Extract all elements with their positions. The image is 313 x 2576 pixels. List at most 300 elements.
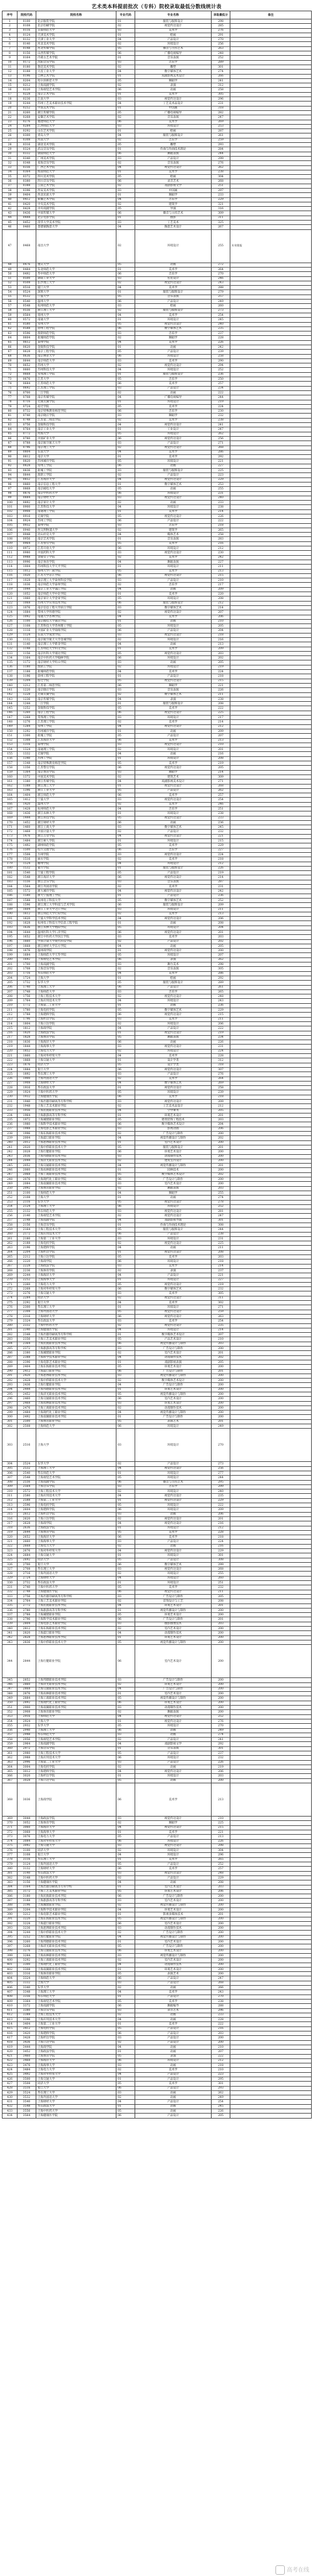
cell-major-code: 04 (116, 1853, 135, 1857)
table-row (3, 981, 312, 985)
table-row (3, 276, 312, 281)
cell-index: 105 (3, 523, 18, 528)
cell-major-name: 环境设计 (135, 124, 212, 128)
table-row (3, 729, 312, 733)
cell-major-name: 服装与服饰设计 (135, 469, 212, 473)
cell-remark (230, 903, 312, 907)
cell-school-name: 湖南师范大学 (36, 152, 116, 156)
cell-index: 118 (3, 583, 18, 587)
cell-remark (230, 2082, 312, 2086)
cell-index: 430 (3, 2095, 18, 2100)
cell-index: 285 (3, 1347, 18, 1351)
cell-school-code: 1892 (18, 1072, 36, 1077)
table-row (3, 1562, 312, 1567)
cell-index: 244 (3, 1159, 18, 1163)
cell-min-score: 218 (212, 1095, 230, 1099)
cell-remark (230, 1397, 312, 1401)
cell-major-name: 视觉传达设计 (135, 165, 212, 170)
cell-min-score: 217 (212, 716, 230, 720)
cell-school-code: 2908 (18, 1710, 36, 1714)
cell-index: 410 (3, 2004, 18, 2008)
cell-school-name: 南京航空航天大学 (36, 441, 116, 446)
cell-index: 144 (3, 702, 18, 706)
cell-remark (230, 1045, 312, 1049)
cell-remark (230, 2063, 312, 2068)
cell-school-code: 0852 (18, 477, 36, 482)
table-row (3, 33, 312, 37)
cell-school-name: 上海应用技术大学 (36, 999, 116, 1003)
cell-major-name: 环境设计 (135, 491, 212, 496)
cell-remark (230, 441, 312, 446)
cell-remark (230, 1631, 312, 1635)
cell-school-code: 3284 (18, 1953, 36, 1958)
table-row (3, 638, 312, 642)
cell-major-code: 02 (116, 1986, 135, 1990)
cell-major-code: 02 (116, 967, 135, 971)
cell-index: 149 (3, 724, 18, 729)
cell-index: 56 (3, 300, 18, 304)
cell-index: 374 (3, 1839, 18, 1843)
cell-min-score: 268 (212, 784, 230, 788)
cell-min-score: 210 (212, 1337, 230, 1342)
cell-remark (230, 748, 312, 752)
cell-remark (230, 798, 312, 802)
cell-min-score: 209 (212, 587, 230, 592)
cell-min-score: 200 (212, 1696, 230, 1701)
cell-school-code: 2100 (18, 1191, 36, 1195)
cell-index: 99 (3, 496, 18, 500)
cell-index: 57 (3, 304, 18, 308)
table-row (3, 102, 312, 106)
cell-major-name: 环境艺术设计 (135, 1701, 212, 1705)
cell-remark (230, 56, 312, 60)
cell-school-name: 湖北美术学院 (36, 143, 116, 147)
cell-major-code: 03 (116, 743, 135, 747)
cell-index: 184 (3, 885, 18, 889)
cell-min-score: 219 (212, 761, 230, 766)
cell-remark (230, 363, 312, 368)
cell-school-name: 常州工学院 (36, 464, 116, 468)
cell-index: 35 (3, 175, 18, 179)
cell-school-name: 嘉兴学院 (36, 866, 116, 870)
cell-min-score: 226 (212, 340, 230, 345)
cell-school-name: 中央美术学院 (36, 202, 116, 206)
cell-index: 125 (3, 615, 18, 619)
cell-major-code: 06 (116, 354, 135, 358)
cell-school-code: 2364 (18, 1342, 36, 1346)
table-row (3, 2068, 312, 2072)
cell-major-code: 02 (116, 65, 135, 69)
cell-min-score: 311 (212, 1296, 230, 1300)
cell-min-score: 255 (212, 229, 230, 263)
table-row (3, 1603, 312, 1608)
cell-major-name: 动漫制作技术 (135, 1355, 212, 1360)
cell-major-name: 美术学 (135, 1017, 212, 1021)
cell-school-name: 上海应用技术大学 (36, 1756, 116, 1760)
cell-index: 214 (3, 1021, 18, 1026)
cell-remark (230, 1940, 312, 1944)
cell-school-code: 2580 (18, 1494, 36, 1498)
cell-school-code: 2492 (18, 1415, 36, 1419)
cell-min-score: 290 (212, 358, 230, 363)
cell-school-code: 1020 (18, 573, 36, 578)
cell-school-name: 浙大城市学院 (36, 889, 116, 894)
cell-min-score: 210 (212, 578, 230, 583)
cell-major-code: 05 (116, 569, 135, 573)
cell-major-name: 环境设计 (135, 1774, 212, 1778)
cell-school-code: 1796 (18, 1017, 36, 1021)
cell-index: 253 (3, 1200, 18, 1204)
cell-school-name: 上海外国语大学 (36, 2095, 116, 2100)
cell-major-code: 04 (116, 533, 135, 537)
cell-index: 417 (3, 2036, 18, 2040)
cell-index: 432 (3, 2104, 18, 2109)
table-row (3, 2022, 312, 2026)
table-row (3, 674, 312, 679)
table-row (3, 514, 312, 518)
cell-remark (230, 179, 312, 184)
cell-remark (230, 1774, 312, 1778)
cell-min-score: 262 (212, 432, 230, 436)
cell-major-name: 绘画 (135, 175, 212, 179)
cell-major-name: 美术学 (135, 647, 212, 651)
cell-min-score: 206 (212, 1889, 230, 1894)
cell-index: 251 (3, 1191, 18, 1195)
cell-index: 77 (3, 395, 18, 400)
cell-major-name: 环境设计 (135, 1236, 212, 1241)
cell-school-code: 2972 (18, 1746, 36, 1751)
cell-min-score: 210 (212, 2068, 230, 2072)
table-row (3, 1963, 312, 1967)
cell-remark (230, 60, 312, 65)
cell-min-score: 255 (212, 1191, 230, 1195)
cell-min-score: 254 (212, 798, 230, 802)
cell-major-code: 01 (116, 400, 135, 404)
cell-school-name: 上海杉达学院 (36, 1250, 116, 1254)
cell-remark (230, 143, 312, 147)
cell-index: 337 (3, 1613, 18, 1617)
cell-index: 11 (3, 65, 18, 69)
cell-major-name: 室内艺术设计 (135, 1885, 212, 1889)
cell-min-score: 245 (212, 318, 230, 322)
cell-index: 234 (3, 1113, 18, 1117)
table-row (3, 1021, 312, 1026)
table-row (3, 267, 312, 271)
cell-min-score: 264 (212, 267, 230, 271)
cell-school-code: 2844 (18, 1645, 36, 1678)
cell-major-code: 05 (116, 404, 135, 409)
cell-remark (230, 806, 312, 811)
cell-school-name: 上海中医药大学 (36, 2109, 116, 2114)
cell-school-code: 1756 (18, 994, 36, 999)
table-row (3, 1489, 312, 1494)
cell-min-score: 311 (212, 216, 230, 220)
cell-remark (230, 885, 312, 889)
cell-remark (230, 1839, 312, 1843)
cell-remark (230, 409, 312, 414)
cell-major-code: 02 (116, 1132, 135, 1136)
cell-school-name: 苏州大学应用技术学院 (36, 601, 116, 605)
cell-min-score: 248 (212, 994, 230, 999)
cell-remark (230, 880, 312, 884)
cell-school-name: 南京大学 (36, 455, 116, 459)
cell-index: 369 (3, 1817, 18, 1821)
table-row (3, 272, 312, 276)
cell-remark (230, 326, 312, 331)
table-row (3, 894, 312, 898)
table-row (3, 711, 312, 715)
cell-index: 153 (3, 743, 18, 747)
cell-index: 243 (3, 1154, 18, 1159)
cell-major-name: 包装设计 (135, 276, 212, 281)
table-row (3, 300, 312, 304)
cell-major-name: 环境设计 (135, 1853, 212, 1857)
cell-major-name: 视觉传达设计 (135, 949, 212, 953)
cell-index: 23 (3, 120, 18, 124)
cell-remark (230, 202, 312, 206)
table-row (3, 1405, 312, 1410)
cell-school-name: 四川音乐学院 (36, 179, 116, 184)
cell-remark (230, 1862, 312, 1867)
cell-major-code: 03 (116, 276, 135, 281)
table-row (3, 720, 312, 724)
cell-major-name: 建筑艺术 (135, 774, 212, 779)
cell-remark (230, 372, 312, 377)
cell-major-code: 02 (116, 1159, 135, 1163)
cell-index: 112 (3, 555, 18, 560)
cell-min-score: 208 (212, 921, 230, 926)
cell-major-name: 视觉传达设计 (135, 477, 212, 482)
cell-major-code: 01 (116, 427, 135, 432)
table-row (3, 839, 312, 843)
cell-major-code: 02 (116, 42, 135, 46)
cell-major-code: 02 (116, 939, 135, 944)
cell-major-name: 音乐表演 (135, 161, 212, 165)
cell-major-name: 视觉传达设计 (135, 917, 212, 921)
cell-remark (230, 1035, 312, 1040)
cell-major-code: 04 (116, 1383, 135, 1387)
header-remark: 备注 (230, 11, 312, 19)
cell-min-score: 304 (212, 1849, 230, 1853)
cell-school-name: 上海海洋大学 (36, 1040, 116, 1045)
cell-major-name: 产品设计 (135, 1462, 212, 1466)
cell-school-name: 广西艺术学院 (36, 165, 116, 170)
table-row (3, 188, 312, 192)
cell-school-code: 2180 (18, 1236, 36, 1241)
cell-school-code: 1460 (18, 825, 36, 830)
cell-index: 76 (3, 390, 18, 395)
cell-major-name: 视觉传达设计 (135, 1067, 212, 1072)
cell-school-code: 0508 (18, 281, 36, 285)
cell-major-name: 摄影摄像技术 (135, 1622, 212, 1626)
cell-major-name: 美术学 (135, 28, 212, 33)
cell-major-code: 05 (116, 143, 135, 147)
cell-remark (230, 1728, 312, 1733)
cell-school-code: 1612 (18, 912, 36, 916)
cell-school-code: 0484 (18, 267, 36, 271)
cell-major-name: 建筑室内设计 (135, 1159, 212, 1163)
table-row (3, 1054, 312, 1058)
cell-min-score: 240 (212, 322, 230, 326)
cell-major-name: 服装与服饰设计 (135, 981, 212, 985)
cell-remark (230, 743, 312, 747)
cell-major-code: 06 (116, 875, 135, 880)
cell-remark (230, 42, 312, 46)
cell-school-name: 上海体育学院 (36, 1268, 116, 1273)
cell-school-code: 0932 (18, 523, 36, 528)
cell-major-code: 06 (116, 931, 135, 935)
cell-school-code: 0324 (18, 147, 36, 152)
cell-remark (230, 1122, 312, 1127)
cell-major-code: 05 (116, 1862, 135, 1867)
cell-remark (230, 1944, 312, 1949)
cell-remark (230, 1301, 312, 1305)
cell-major-name: 视觉传播设计与制作 (135, 1608, 212, 1612)
cell-index: 241 (3, 1145, 18, 1149)
cell-major-name: 音乐学 (135, 583, 212, 587)
cell-major-code: 03 (116, 1817, 135, 1821)
cell-index: 131 (3, 642, 18, 647)
cell-school-code: 0964 (18, 541, 36, 546)
cell-major-name: 产品设计 (135, 1981, 212, 1985)
cell-school-name: 江苏第二师范学院 (36, 418, 116, 422)
cell-major-code: 03 (116, 304, 135, 308)
cell-school-name: 上海思博职业技术学院 (36, 1140, 116, 1145)
cell-school-code: 3300 (18, 1963, 36, 1967)
cell-min-score: 232 (212, 414, 230, 418)
cell-min-score: 297 (212, 188, 230, 192)
table-row (3, 1241, 312, 1246)
table-row (3, 143, 312, 147)
cell-major-code: 03 (116, 1374, 135, 1378)
cell-major-code: 02 (116, 1351, 135, 1355)
cell-major-code: 04 (116, 1880, 135, 1885)
table-row (3, 692, 312, 697)
table-row (3, 1512, 312, 1516)
cell-school-name: 上海电机学院 (36, 1241, 116, 1246)
cell-index: 219 (3, 1045, 18, 1049)
cell-remark (230, 802, 312, 806)
table-row (3, 216, 312, 220)
cell-school-code: 2892 (18, 1701, 36, 1705)
cell-school-code: 0644 (18, 358, 36, 363)
cell-school-code: 2060 (18, 1168, 36, 1172)
cell-major-code: 06 (116, 1867, 135, 1871)
cell-major-name: 环境设计 (135, 1553, 212, 1558)
cell-min-score: 316 (212, 207, 230, 211)
cell-major-code: 02 (116, 161, 135, 165)
cell-major-name: 产品设计 (135, 2114, 212, 2118)
cell-major-code: 05 (116, 78, 135, 83)
cell-index: 88 (3, 446, 18, 450)
cell-major-name: 室内艺术设计 (135, 1627, 212, 1631)
cell-major-code: 03 (116, 469, 135, 473)
cell-major-code: 06 (116, 1369, 135, 1374)
cell-major-name: 动画 (135, 1512, 212, 1516)
cell-major-name: 美术学 (135, 450, 212, 454)
cell-min-score: 242 (212, 889, 230, 894)
cell-min-score: 239 (212, 350, 230, 354)
cell-min-score: 232 (212, 1287, 230, 1291)
cell-index: 428 (3, 2086, 18, 2090)
cell-remark (230, 1692, 312, 1696)
cell-remark (230, 1081, 312, 1085)
table-row (3, 1899, 312, 1903)
cell-remark (230, 1746, 312, 1751)
cell-school-code: 1468 (18, 830, 36, 834)
cell-school-code: 0260 (18, 110, 36, 115)
cell-min-score: 219 (212, 400, 230, 404)
cell-min-score: 200 (212, 1397, 230, 1401)
cell-school-code: 1980 (18, 1122, 36, 1127)
cell-min-score: 225 (212, 1241, 230, 1246)
cell-school-code: 1940 (18, 1099, 36, 1103)
cell-major-name: 戏剧影视美术设计 (135, 780, 212, 784)
cell-major-name: 视觉传达设计 (135, 1296, 212, 1300)
cell-school-name: 上海震旦职业学院 (36, 1136, 116, 1140)
cell-school-name: 上海电机学院 (36, 1765, 116, 1769)
table-row (3, 1342, 312, 1346)
cell-index: 360 (3, 1746, 18, 1751)
cell-school-code: 2228 (18, 1264, 36, 1268)
cell-index: 223 (3, 1063, 18, 1067)
cell-major-name: 动画 (135, 921, 212, 926)
cell-major-name: 动画 (135, 263, 212, 267)
cell-remark (230, 345, 312, 350)
cell-index: 350 (3, 1701, 18, 1705)
cell-index: 122 (3, 601, 18, 605)
cell-school-name: 上海外国语大学 (36, 1862, 116, 1867)
table-row (3, 1305, 312, 1310)
cell-school-name: 上海对外经贸大学 (36, 1549, 116, 1553)
cell-major-name: 视觉传达设计 (135, 1466, 212, 1471)
cell-remark (230, 455, 312, 459)
cell-remark (230, 1540, 312, 1544)
cell-index: 16 (3, 88, 18, 92)
cell-remark (230, 597, 312, 601)
cell-major-code: 05 (116, 1999, 135, 2003)
cell-school-code: 0804 (18, 450, 36, 454)
cell-school-name: 江苏开放大学 (36, 546, 116, 551)
cell-index: 304 (3, 1462, 18, 1466)
cell-major-name: 环境艺术设计 (135, 1365, 212, 1369)
cell-min-score: 227 (212, 464, 230, 468)
cell-remark (230, 267, 312, 271)
cell-min-score: 207 (212, 2050, 230, 2054)
cell-min-score: 203 (212, 1118, 230, 1122)
cell-school-name: 上海东海职业技术学院 (36, 1132, 116, 1136)
cell-school-name: 江南大学 (36, 97, 116, 102)
cell-school-name: 重庆大学 (36, 263, 116, 267)
cell-school-name: 温州商学院 (36, 949, 116, 953)
cell-school-name: 上海工艺美术职业学院 (36, 1599, 116, 1603)
cell-major-code: 05 (116, 1889, 135, 1894)
cell-major-name: 动画 (135, 1880, 212, 1885)
cell-index: 301 (3, 1419, 18, 1424)
cell-school-name: 上海中医药大学 (36, 1875, 116, 1880)
cell-index: 75 (3, 386, 18, 390)
cell-major-code: 01 (116, 1250, 135, 1254)
cell-min-score: 212 (212, 546, 230, 551)
cell-remark (230, 74, 312, 78)
cell-major-name: 环境艺术设计 (135, 1682, 212, 1687)
cell-remark (230, 1049, 312, 1053)
cell-min-score: 205 (212, 2114, 230, 2118)
cell-index: 424 (3, 2068, 18, 2072)
cell-school-code: 0836 (18, 469, 36, 473)
cell-school-name: 上海农林职业技术学院 (36, 1953, 116, 1958)
cell-remark (230, 170, 312, 174)
